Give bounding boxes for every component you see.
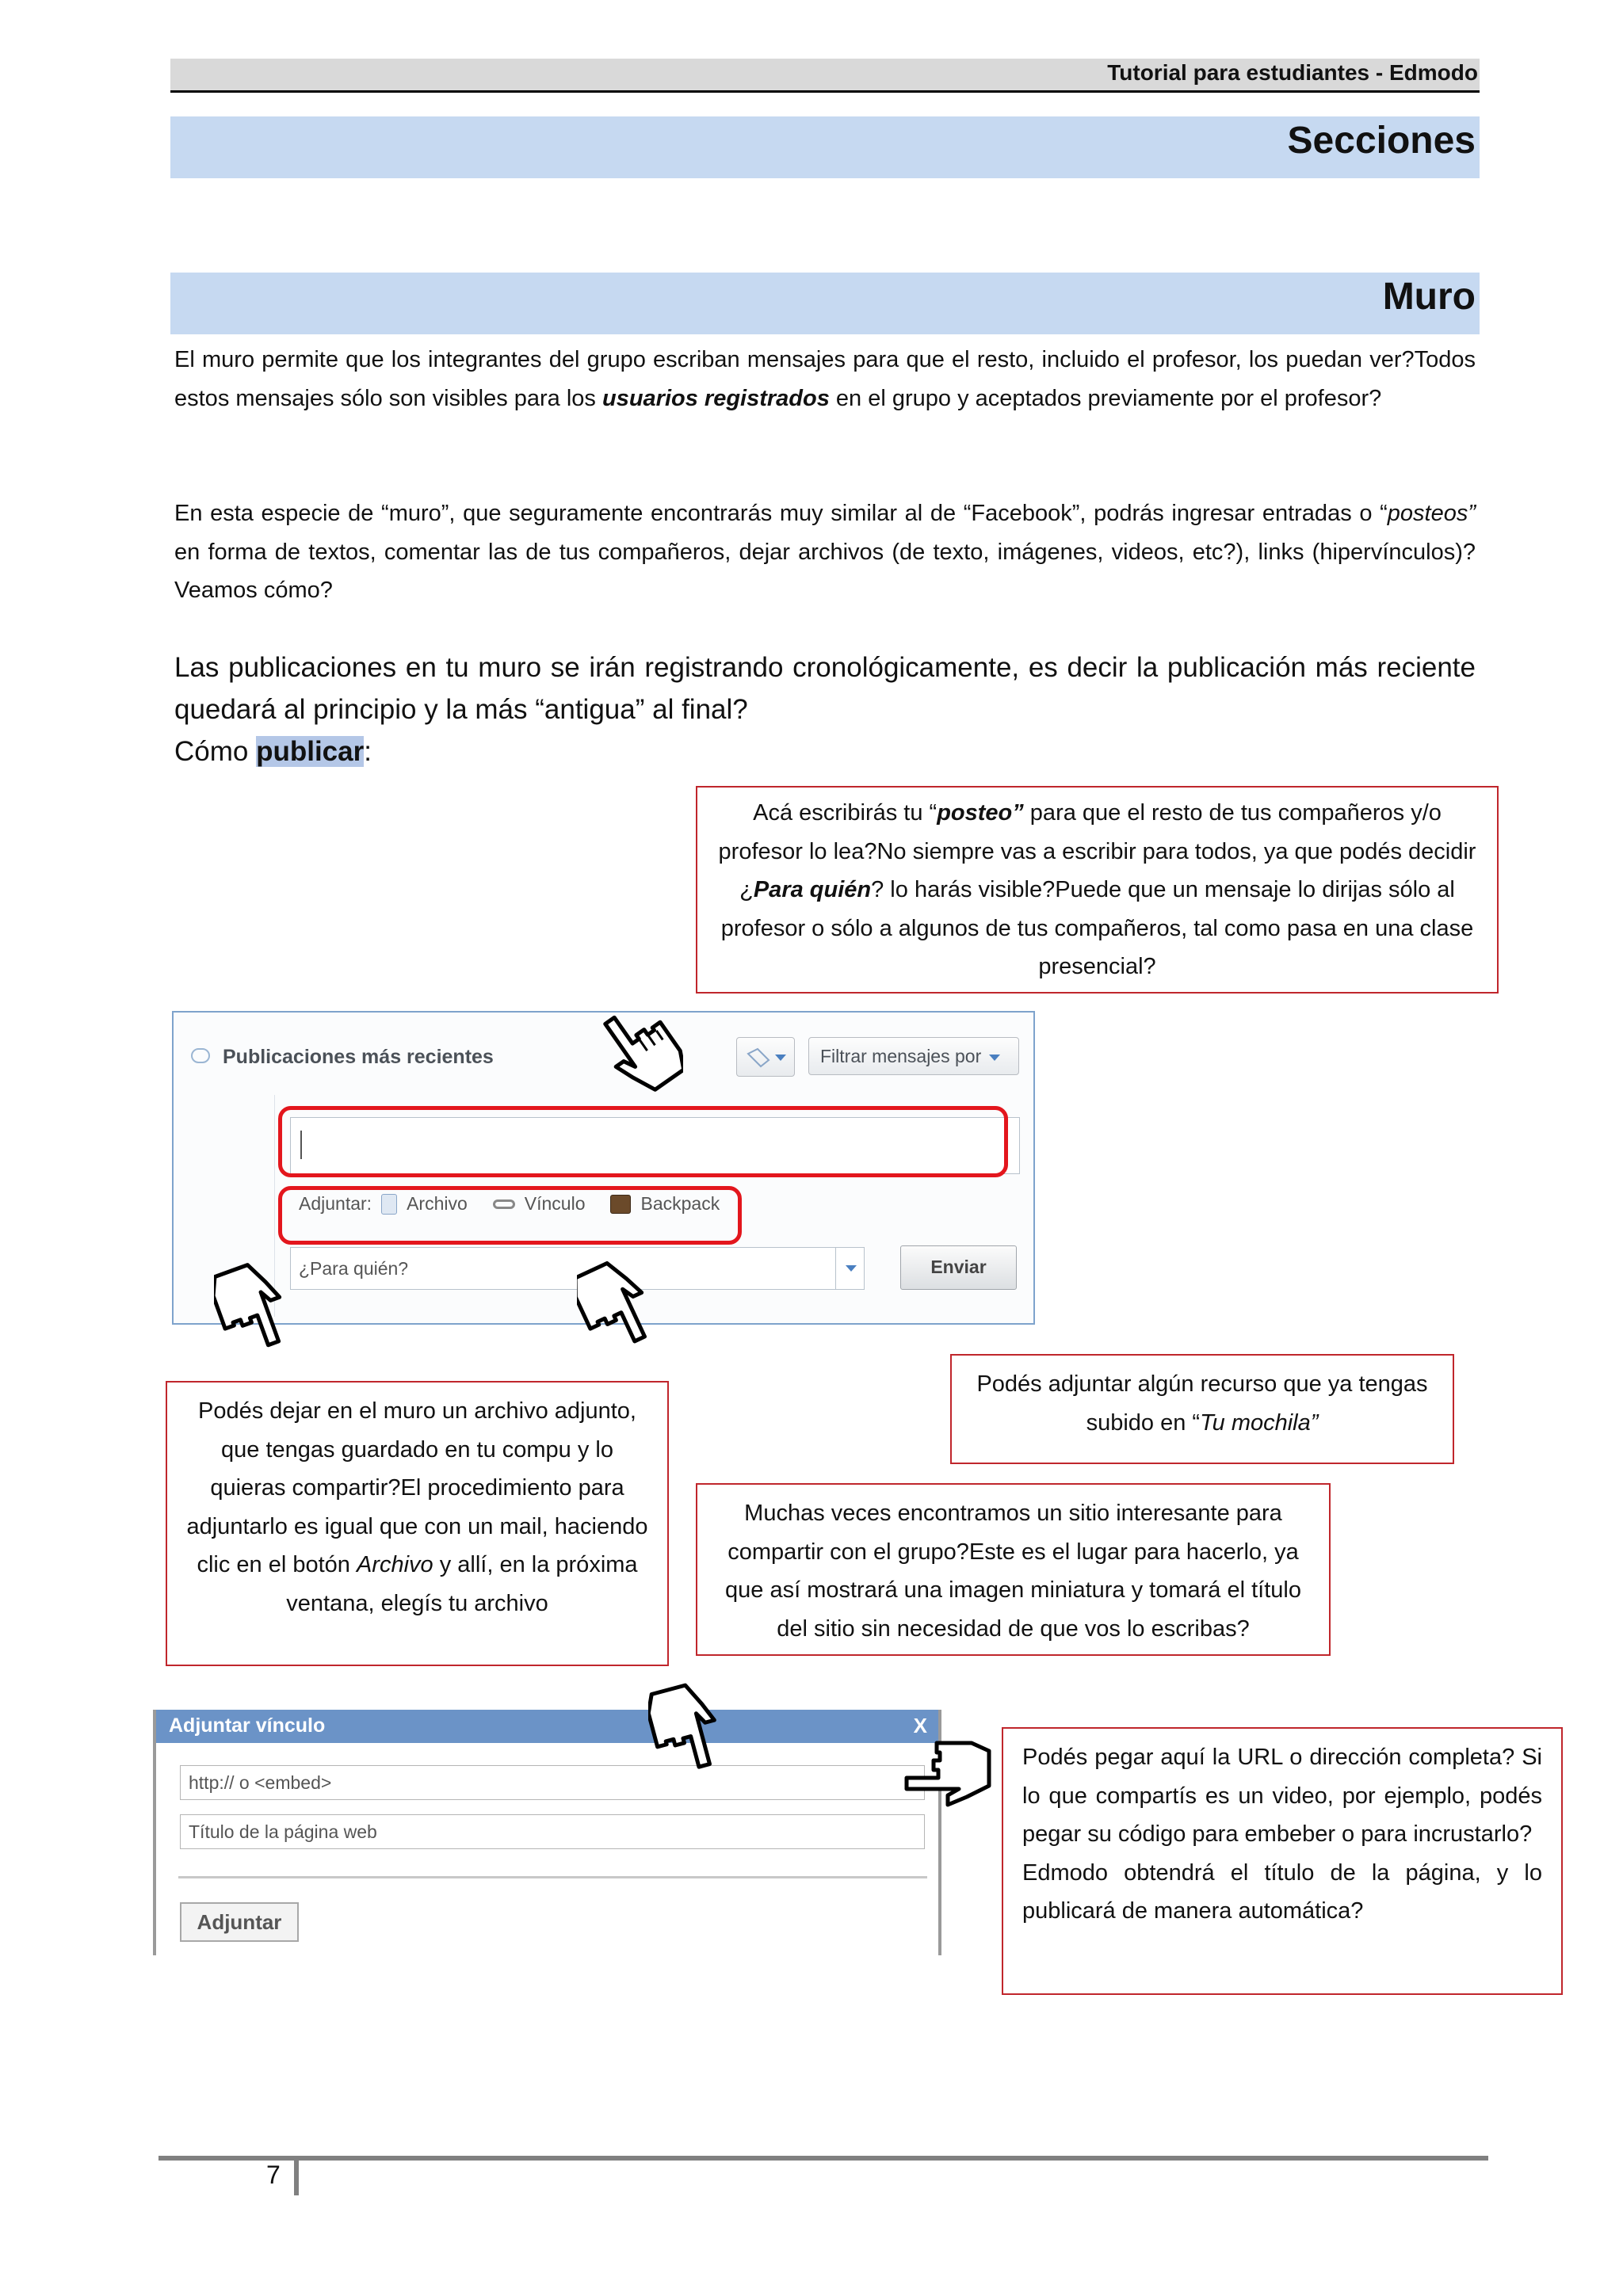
- muro-band: [170, 273, 1480, 334]
- close-icon[interactable]: X: [913, 1714, 927, 1737]
- recipient-input[interactable]: ¿Para quién?: [290, 1247, 865, 1290]
- hand-pointer-icon: [648, 1676, 727, 1775]
- paragraph-chronology: Las publicaciones en tu muro se irán registrando cronológicamente, es decir la publicación más reciente quedará al principio y la más “antigua” al final?: [174, 652, 1476, 725]
- paragraph-wall: En esta especie de “muro”, que seguramente encontrarás muy similar al de “Facebook”, podrás ingresar entradas o “posteos” en forma de textos, comentar las de tus compañeros, dejar archivos (de texto, imágenes, videos, etc?), links (hipervínculos)?Veamos cómo?: [174, 501, 1476, 603]
- divider: [178, 1876, 927, 1878]
- callout-url: Podés pegar aquí la URL o dirección completa? Si lo que compartís es un video, por ejemplo, podés pegar su código para embeber o para incrustarlo? Edmodo obtendrá el título de la página, y lo publicará de manera automática?: [1002, 1727, 1563, 1995]
- attach-label: Adjuntar:: [299, 1193, 372, 1214]
- attach-file-link[interactable]: Archivo: [407, 1193, 468, 1214]
- url-input[interactable]: http:// o <embed>: [180, 1765, 925, 1800]
- hand-pointer-icon: [577, 1253, 656, 1352]
- tag-icon: [737, 1038, 794, 1076]
- highlight-post-input: [278, 1106, 1008, 1177]
- chevron-down-icon: [989, 1055, 1000, 1061]
- highlight-attach-row: [278, 1186, 742, 1245]
- dialog-title: Adjuntar vínculo: [156, 1710, 938, 1743]
- chevron-down-icon: [846, 1265, 857, 1272]
- section-band: [170, 116, 1480, 178]
- hand-pointer-icon: [214, 1256, 293, 1354]
- send-button[interactable]: Enviar: [900, 1245, 1017, 1290]
- attach-button[interactable]: Adjuntar: [180, 1902, 299, 1942]
- page-title-input[interactable]: Título de la página web: [180, 1814, 925, 1849]
- hand-pointer-icon: [596, 1003, 683, 1101]
- callout-backpack: Podés adjuntar algún recurso que ya tengas subido en “Tu mochila”: [950, 1354, 1454, 1464]
- muro-title: Muro: [1382, 276, 1476, 318]
- filter-messages-button[interactable]: Filtrar mensajes por: [808, 1037, 1019, 1075]
- tag-filter-button[interactable]: [736, 1037, 795, 1077]
- paragraph-how-to: Cómo publicar:: [174, 736, 372, 767]
- paragraph-intro: El muro permite que los integrantes del grupo escriban mensajes para que el resto, incluido el profesor, los puedan ver?Todos estos mensajes sólo son visibles para los usuarios registrados en el grupo y aceptados previamente por el profesor?: [174, 347, 1476, 411]
- attach-link-link[interactable]: Vínculo: [524, 1193, 586, 1214]
- footer-rule: [158, 2156, 1488, 2161]
- section-title: Secciones: [1287, 120, 1476, 162]
- running-title: Tutorial para estudiantes - Edmodo: [1107, 60, 1478, 85]
- recipient-dropdown[interactable]: [835, 1247, 866, 1290]
- callout-post: Acá escribirás tu “posteo” para que el resto de tus compañeros y/o profesor lo lea?No siempre vas a escribir para todos, ya que podés decidir ¿Para quién? lo harás visible?Puede que un mensaje lo dirijas sólo al profesor o sólo a algunos de tus compañeros, tal como pasa en una clase presencial?: [696, 786, 1499, 994]
- page-number: 7: [266, 2161, 281, 2189]
- footer-separator: [294, 2161, 299, 2195]
- hand-pointer-icon: [900, 1738, 999, 1817]
- attach-link-dialog-screenshot: [153, 1710, 941, 1955]
- attach-backpack-link[interactable]: Backpack: [640, 1193, 720, 1214]
- callout-site: Muchas veces encontramos un sitio interesante para compartir con el grupo?Este es el lugar para hacerlo, ya que así mostrará una imagen miniatura y tomará el título del sitio sin necesidad de que vos lo escribas?: [696, 1483, 1331, 1656]
- callout-file: Podés dejar en el muro un archivo adjunto, que tengas guardado en tu compu y lo quieras compartir?El procedimiento para adjuntarlo es igual que con un mail, haciendo clic en el botón Archivo y allí, en la próxima ventana, elegís tu archivo: [166, 1381, 669, 1666]
- widget-title: Publicaciones más recientes: [223, 1046, 494, 1068]
- speech-bubble-icon: [191, 1048, 210, 1063]
